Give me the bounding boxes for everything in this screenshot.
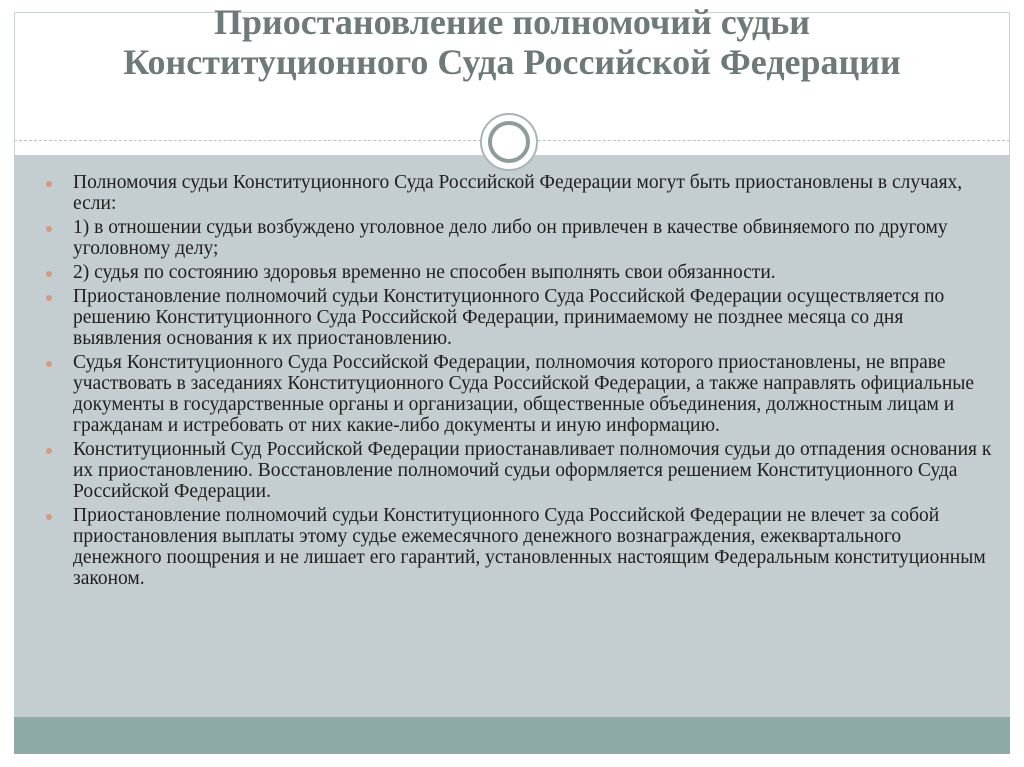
- bullet-item: [42, 352, 992, 436]
- bullet-text: Конституционный Суд Российской Федерации приостанавливает полномочия судьи до отпадения основания к их приостановлению. Восстановление полномочий судьи оформляется решением Конституционного Суда Российской Федерации.: [73, 439, 992, 502]
- title-line-2: Конституционного Суда Российской Федерации: [123, 42, 901, 82]
- bullet-text: Судья Конституционного Суда Российской Федерации, полномочия которого приостановлены, не вправе участвовать в заседаниях Конституционного Суда Российской Федерации, а также направлять официальные документы в государственные органы и организации, общественные объединения, должностным лицам и гражданам и истребовать от них какие-либо документы и иную информацию.: [73, 352, 975, 436]
- bullet-item: [42, 172, 992, 214]
- bullet-text: 2) судья по состоянию здоровья временно не способен выполнять свои обязанности.: [73, 262, 776, 283]
- bullet-item: [42, 505, 992, 589]
- bullet-item: [42, 217, 992, 259]
- bullet-item: [42, 262, 992, 283]
- bullet-text: 1) в отношении судьи возбуждено уголовное дело либо он привлечен в качестве обвиняемого по другому уголовному делу;: [73, 217, 948, 259]
- bullet-text: Приостановление полномочий судьи Конституционного Суда Российской Федерации осуществляется по решению Конституционного Суда Российской Федерации, принимаемому не позднее месяца со дня выявления основания к их приостановлению.: [73, 286, 945, 349]
- bullet-icon: [46, 361, 52, 367]
- bullet-icon: [46, 181, 52, 187]
- bullet-text: Приостановление полномочий судьи Конституционного Суда Российской Федерации не влечет за собой приостановления выплаты этому судье ежемесячного денежного вознаграждения, ежеквартального денежного поощрения и не лишает его гарантий, установленных настоящим Федеральным конституционным законом.: [73, 505, 986, 589]
- bullet-icon: [46, 514, 52, 520]
- bullet-item: [42, 439, 992, 502]
- title-line-1: Приостановление полномочий судьи: [214, 2, 810, 42]
- bullet-icon: [46, 271, 52, 277]
- footer-bar: [14, 717, 1010, 754]
- circle-ring-icon: [488, 121, 530, 163]
- slide-title: [0, 2, 1024, 82]
- circle-ornament-icon: [480, 113, 538, 171]
- bullet-text: Полномочия судьи Конституционного Суда Российской Федерации могут быть приостановлены в случаях, если:: [73, 172, 963, 214]
- bullet-icon: [46, 295, 52, 301]
- bullet-item: [42, 286, 992, 349]
- bullet-list: [42, 172, 992, 592]
- bullet-icon: [46, 448, 52, 454]
- bullet-icon: [46, 226, 52, 232]
